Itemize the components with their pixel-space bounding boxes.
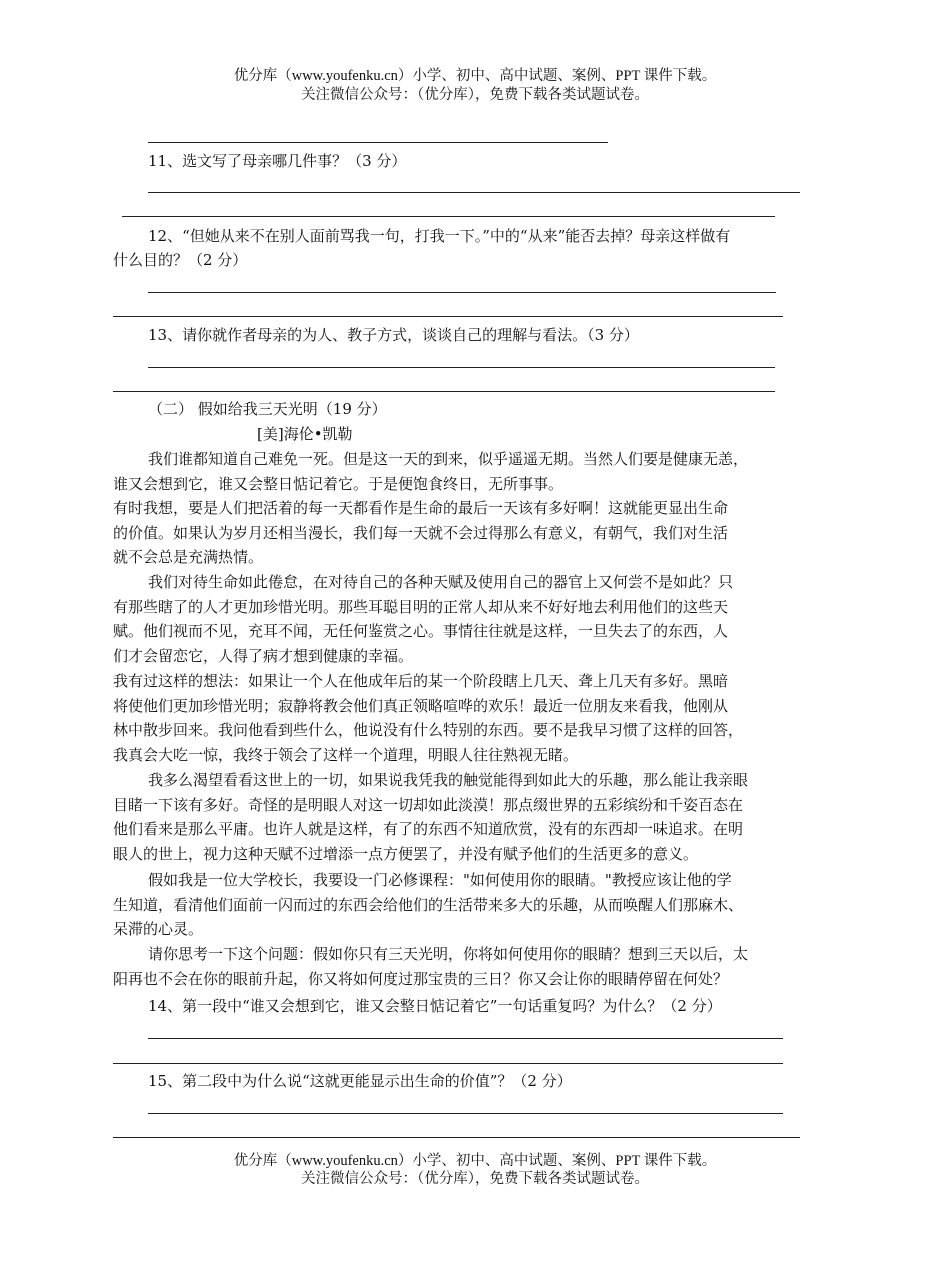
question-15: 15、第二段中为什么说“这就更能显示出生命的价值”？（2 分） (148, 1072, 572, 1090)
answer-line (113, 1063, 783, 1064)
paragraph-line: 我真会大吃一惊，我终于领会了这样一个道理，明眼人往往熟视无睹。 (113, 745, 579, 764)
article-paragraph-2 (113, 496, 809, 570)
answer-line (148, 142, 608, 143)
question-11: 11、选文写了母亲哪几件事？（3 分） (148, 152, 407, 170)
paragraph-line: 们才会留恋它，人得了病才想到健康的幸福。 (113, 646, 414, 665)
paragraph-line: 就不会总是充满热情。 (113, 548, 264, 566)
answer-line (148, 367, 775, 368)
paragraph-line: 阳再也不会在你的眼前升起，你又将如何度过那宝贵的三日？你又会让你的眼睛停留在何处？ (113, 969, 729, 988)
article-paragraph-4 (113, 669, 809, 767)
article-paragraph-1 (113, 447, 809, 496)
question-13: 13、请你就作者母亲的为人、教子方式，谈谈自己的理解与看法。（3 分） (148, 326, 639, 344)
paragraph-line: 的价值。如果认为岁月还相当漫长，我们每一天就不会过得那么有意义，有朝气，我们对生活 (113, 523, 729, 542)
page-footer-line-2: 关注微信公众号：（优分库），免费下载各类试题试卷。 (301, 1171, 649, 1187)
question-14: 14、第一段中“谁又会想到它，谁又会整日惦记着它”一句话重复吗？为什么？（2 分） (148, 997, 722, 1015)
question-12-line-2: 什么目的？（2 分） (113, 251, 248, 269)
answer-line (148, 1113, 783, 1114)
answer-line (113, 391, 775, 392)
answer-line (148, 192, 800, 193)
paragraph-line: 我有过这样的想法：如果让一个人在他成年后的某一个阶段瞎上几天、聋上几天有多好。黑暗 (113, 672, 729, 690)
answer-line (148, 292, 776, 293)
paragraph-line: 目睹一下该有多好。奇怪的是明眼人对这一切却如此淡漠！那点缀世界的五彩缤纷和千姿百态在 (113, 795, 744, 814)
article-paragraph-7 (113, 942, 809, 991)
paragraph-line: 呆滞的心灵。 (113, 920, 204, 938)
paragraph-line: 谁又会想到它，谁又会整日惦记着它。于是便饱食终日，无所事事。 (113, 474, 564, 493)
paragraph-line: 有那些瞎了的人才更加珍惜光明。那些耳聪目明的正常人却从来不好好地去利用他们的这些天 (113, 597, 729, 616)
paragraph-line: 有时我想，要是人们把活着的每一天都看作是生命的最后一天该有多好啊！这就能更显出生命 (113, 499, 729, 517)
section-title: （二） 假如给我三天光明（19 分） (148, 400, 387, 418)
question-12-line-1: 12、“但她从来不在别人面前骂我一句，打我一下。”中的“从来”能否去掉？母亲这样做有 (148, 227, 731, 245)
section-author: [美]海伦•凯勒 (257, 425, 353, 443)
paragraph-line: 他们看来是那么平庸。也许人就是这样，有了的东西不知道欣赏，没有的东西却一味追求。在明 (113, 820, 744, 838)
paragraph-line: 赋。他们视而不见，充耳不闻，无任何鉴赏之心。事情往往就是这样，一旦失去了的东西，人 (113, 622, 729, 640)
answer-line (113, 316, 783, 317)
answer-line (122, 216, 775, 217)
article-paragraph-6 (113, 868, 809, 942)
paragraph-line: 将使他们更加珍惜光明；寂静将教会他们真正领略喧哗的欢乐！最近一位朋友来看我，他刚从 (113, 696, 729, 715)
page-footer-line-1: 优分库（www.youfenku.cn）小学、初中、高中试题、案例、PPT 课件下载。 (233, 1153, 717, 1169)
paragraph-line: 我们谁都知道自己难免一死。但是这一天的到来，似乎遥遥无期。当然人们要是健康无恙， (148, 450, 749, 468)
paragraph-line: 我们对待生命如此倦怠，在对待自己的各种天赋及使用自己的器官上又何尝不是如此？只 (148, 573, 734, 591)
paragraph-line: 假如我是一位大学校长，我要设一门必修课程："如何使用你的眼睛。"教授应该让他的学 (148, 871, 732, 889)
paragraph-line: 眼人的世上，视力这种天赋不过增添一点方便罢了，并没有赋予他们的生活更多的意义。 (113, 844, 699, 863)
paragraph-line: 生知道，看清他们面前一闪而过的东西会给他们的生活带来多大的乐趣，从而唤醒人们那麻木、 (113, 895, 744, 914)
paragraph-line: 请你思考一下这个问题：假如你只有三天光明，你将如何使用你的眼睛？想到三天以后，太 (148, 945, 749, 963)
answer-line (148, 1038, 783, 1039)
paragraph-line: 我多么渴望看看这世上的一切，如果说我凭我的触觉能得到如此大的乐趣，那么能让我亲眼 (148, 771, 749, 789)
article-paragraph-3 (113, 570, 809, 668)
article-paragraph-5 (113, 768, 809, 866)
page-header-line-2: 关注微信公众号：（优分库），免费下载各类试题试卷。 (301, 87, 649, 103)
page-header-line-1: 优分库（www.youfenku.cn）小学、初中、高中试题、案例、PPT 课件下载。 (233, 68, 717, 84)
answer-line (113, 1137, 800, 1138)
paragraph-line: 林中散步回来。我问他看到些什么，他说没有什么特别的东西。要不是我早习惯了这样的回答， (113, 721, 744, 739)
